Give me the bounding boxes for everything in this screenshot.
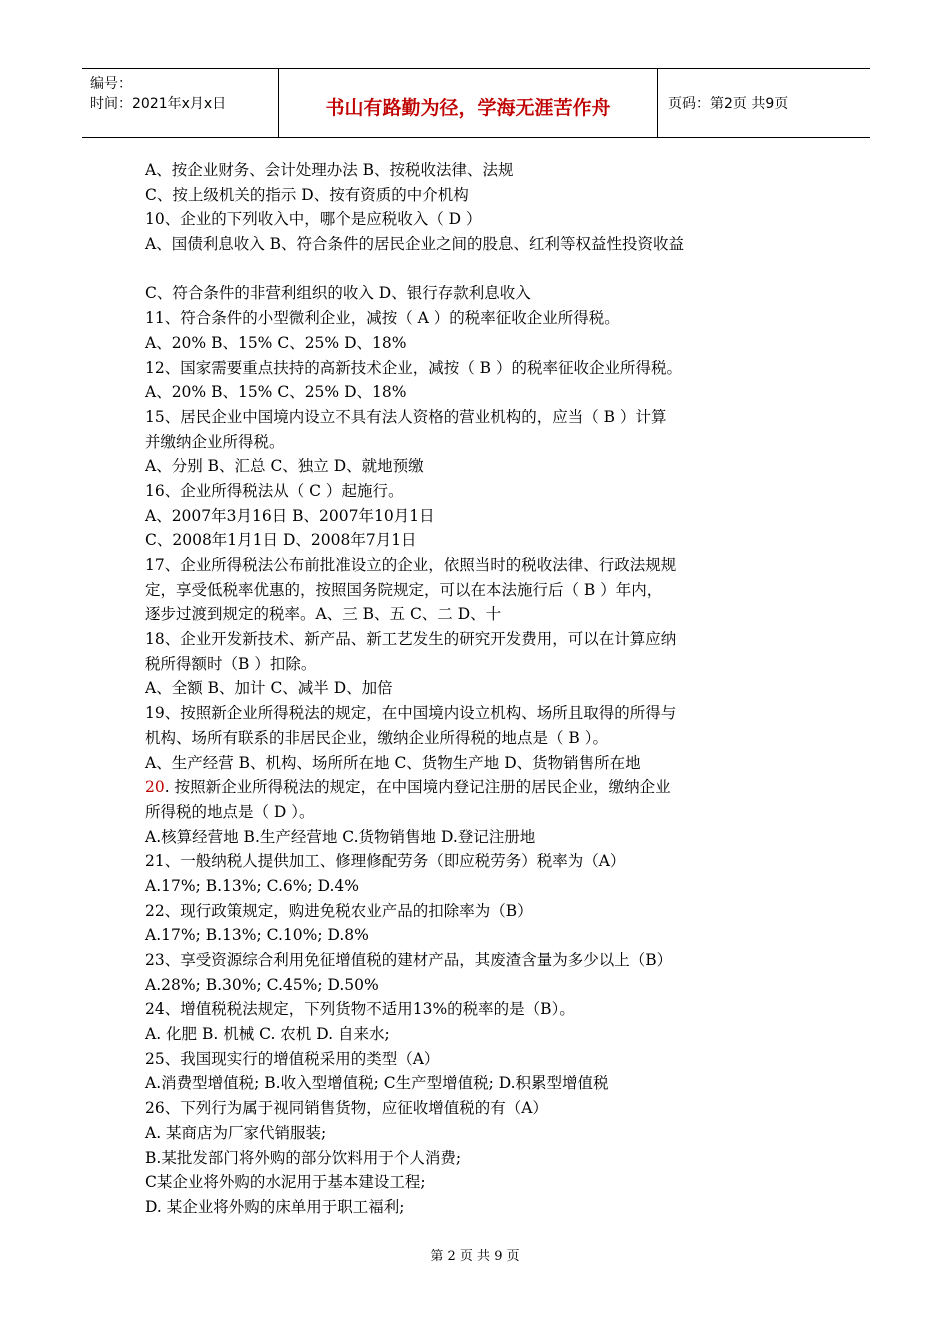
text-line: 19、按照新企业所得税法的规定，在中国境内设立机构、场所且取得的所得与 <box>145 704 677 723</box>
text-line: A. 某商店为厂家代销服装; <box>145 1123 327 1142</box>
document-body <box>145 158 835 1220</box>
text-line: A.核算经营地 B.生产经营地 C.货物销售地 D.登记注册地 <box>145 827 536 846</box>
text-line: 并缴纳企业所得税。 <box>145 432 285 451</box>
text-line: 20. 按照新企业所得税法的规定，在中国境内登记注册的居民企业，缴纳企业 <box>145 778 671 797</box>
code-label: 编号： <box>90 76 132 92</box>
page-footer: 第 2 页 共 9 页 <box>430 1249 520 1264</box>
header-right-cell <box>658 69 870 137</box>
text-line: C、2008年1月1日 D、2008年7月1日 <box>145 531 417 550</box>
text-line: A.28%; B.30%; C.45%; D.50% <box>145 975 379 994</box>
text-line: A、全额 B、加计 C、减半 D、加倍 <box>145 679 393 698</box>
text-line: 23、享受资源综合利用免征增值税的建材产品，其废渣含量为多少以上（B） <box>145 951 673 969</box>
text-line: 定，享受低税率优惠的，按照国务院规定，可以在本法施行后（ B ）年内， <box>145 580 663 599</box>
text-line: 税所得额时（B ）扣除。 <box>145 654 317 673</box>
text-line: 所得税的地点是（ D ）。 <box>145 802 315 821</box>
text-line: C某企业将外购的水泥用于基本建设工程; <box>145 1173 426 1192</box>
text-line: A、20% B、15% C、25% D、18% <box>145 333 407 352</box>
text-line: 逐步过渡到规定的税率。A、三 B、五 C、二 D、十 <box>145 605 502 624</box>
text-line: 15、居民企业中国境内设立不具有法人资格的营业机构的，应当（ B ）计算 <box>145 407 667 426</box>
text-line: 26、下列行为属于视同销售货物，应征收增值税的有（A） <box>145 1099 548 1118</box>
text-line: A.17%; B.13%; C.10%; D.8% <box>145 926 369 945</box>
header-motto-cell <box>279 69 658 137</box>
text-line: A、2007年3月16日 B、2007年10月1日 <box>145 506 435 525</box>
text-line: 17、企业所得税法公布前批准设立的企业，依照当时的税收法律、行政法规规 <box>145 556 677 574</box>
text-line: C、符合条件的非营利组织的收入 D、银行存款利息收入 <box>145 284 531 303</box>
text-line: C、按上级机关的指示 D、按有资质的中介机构 <box>145 185 469 204</box>
text-line: 16、企业所得税法从（ C ）起施行。 <box>145 481 404 500</box>
text-line: 24、增值税税法规定，下列货物不适用13%的税率的是（B）。 <box>145 1000 575 1019</box>
text-line: 10、企业的下列收入中，哪个是应税收入（ D ） <box>145 210 482 229</box>
page-info: 页码：第2页 共9页 <box>668 96 789 112</box>
text-line: A、按企业财务、会计处理办法 B、按税收法律、法规 <box>145 161 514 179</box>
page-header <box>82 68 870 138</box>
text-line: 机构、场所有联系的非居民企业，缴纳企业所得税的地点是（ B ）。 <box>145 728 608 747</box>
text-line: 25、我国现实行的增值税采用的类型（A） <box>145 1049 440 1068</box>
text-line <box>145 257 835 282</box>
text-line: A.17%; B.13%; C.6%; D.4% <box>145 876 360 895</box>
text-line: A.消费型增值税; B.收入型增值税; C生产型增值税; D.积累型增值税 <box>145 1074 609 1093</box>
text-line: A、生产经营 B、机构、场所所在地 C、货物生产地 D、货物销售所在地 <box>145 753 641 772</box>
text-line: 18、企业开发新技术、新产品、新工艺发生的研究开发费用，可以在计算应纳 <box>145 630 677 649</box>
motto: 书山有路勤为径，学海无涯苦作舟 <box>325 97 611 119</box>
text-line: A、国债利息收入 B、符合条件的居民企业之间的股息、红利等权益性投资收益 <box>145 235 685 254</box>
text-line: 21、一般纳税人提供加工、修理修配劳务（即应税劳务）税率为（A） <box>145 852 626 871</box>
time-label: 时间：2021年x月x日 <box>90 96 227 112</box>
text-line: 22、现行政策规定，购进免税农业产品的扣除率为（B） <box>145 901 533 920</box>
header-left-cell <box>82 69 279 137</box>
text-line: B.某批发部门将外购的部分饮料用于个人消费; <box>145 1148 462 1167</box>
text-line: A、20% B、15% C、25% D、18% <box>145 383 407 402</box>
text-line: 11、符合条件的小型微利企业，减按（ A ）的税率征收企业所得税。 <box>145 309 620 328</box>
text-line: 12、国家需要重点扶持的高新技术企业，减按（ B ）的税率征收企业所得税。 <box>145 358 682 377</box>
question-number: 20 <box>145 778 165 797</box>
text-line: A、分别 B、汇总 C、独立 D、就地预缴 <box>145 457 424 476</box>
text-line: A. 化肥 B. 机械 C. 农机 D. 自来水; <box>145 1025 390 1044</box>
text-line: D. 某企业将外购的床单用于职工福利; <box>145 1197 405 1216</box>
